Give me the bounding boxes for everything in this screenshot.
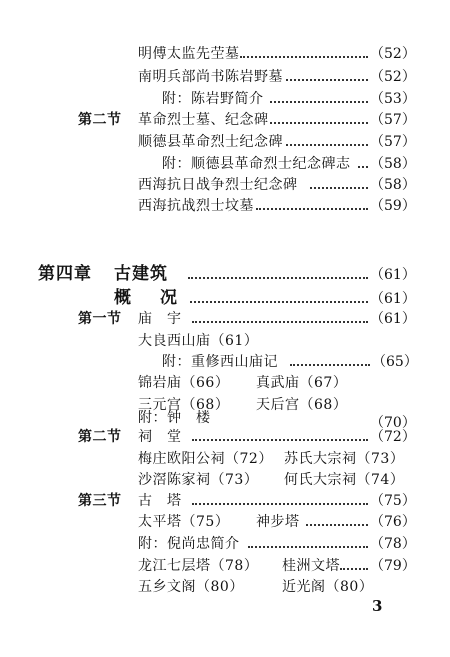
toc-entry-text: 龙江七层塔（78） (138, 558, 259, 574)
toc-leader (240, 56, 368, 58)
toc-entry-text: 梅庄欧阳公祠（72） (138, 451, 273, 467)
toc-entry-text: 近光阁（80） (282, 579, 374, 595)
toc-entry-text: 革命烈士墓、纪念碑 (138, 112, 269, 128)
toc-leader (290, 364, 370, 366)
toc-leader (306, 524, 368, 526)
toc-entry-text: 桂洲文塔 (282, 558, 340, 574)
toc-page-ref: （75） (370, 493, 416, 509)
section-title: 庙 宇 (138, 311, 182, 327)
chapter-label: 第四章 (38, 264, 92, 284)
toc-page-ref: （61） (370, 267, 416, 283)
toc-leader (270, 122, 368, 124)
toc-leader (340, 568, 368, 570)
section-label: 第一节 (78, 311, 122, 327)
toc-entry-text: 附：顺德县革命烈士纪念碑志 (162, 156, 351, 172)
toc-page-ref: （79） (370, 558, 416, 574)
section-label: 第二节 (78, 112, 122, 128)
toc-page-ref: （58） (370, 156, 416, 172)
section-label: 第二节 (78, 429, 122, 445)
toc-entry-text: 五乡文阁（80） (138, 579, 244, 595)
overview-title: 概 况 (114, 288, 183, 308)
toc-page-ref: （72） (370, 429, 416, 445)
toc-entry-text: 苏氏大宗祠（73） (284, 451, 405, 467)
toc-entry-text: 附：陈岩野简介 (162, 91, 264, 107)
toc-entry-text: 西海抗战烈士坟墓 (138, 198, 254, 214)
toc-entry-text: 大良西山庙（61） (138, 333, 259, 349)
toc-entry-text: 西海抗日战争烈士纪念碑 (138, 177, 298, 193)
toc-entry-text: 明傅太监先茔墓 (138, 46, 240, 62)
toc-entry-text: 太平塔（75） (138, 514, 230, 530)
toc-leader (192, 439, 368, 441)
toc-leader (286, 144, 368, 146)
toc-entry-text: 南明兵部尚书陈岩野墓 (138, 69, 283, 85)
toc-leader (190, 301, 368, 303)
toc-leader (248, 546, 368, 548)
toc-page-ref: （58） (370, 177, 416, 193)
toc-entry-text: 附：倪尚忠简介 (138, 536, 240, 552)
toc-leader (192, 321, 368, 323)
toc-entry-text: 顺德县革命烈士纪念碑 (138, 134, 283, 150)
toc-page-ref: （78） (370, 536, 416, 552)
toc-leader (256, 208, 368, 210)
toc-entry-text: 附：钟 楼 (138, 410, 211, 426)
section-title: 祠 堂 (138, 429, 182, 445)
toc-entry-text: 神步塔 (256, 514, 300, 530)
toc-entry-text: 附：重修西山庙记 (162, 354, 278, 370)
page-number: 3 (372, 597, 383, 615)
toc-leader (188, 277, 368, 279)
toc-page-ref: （61） (370, 311, 416, 327)
toc-entry-text: 天后宫（68） (256, 397, 348, 413)
chapter-title: 古建筑 (114, 264, 168, 284)
toc-page-ref: （57） (370, 134, 416, 150)
toc-entry-text: 真武庙（67） (256, 375, 348, 391)
toc-page-ref: （65） (372, 354, 418, 370)
toc-entry-text: 何氏大宗祠（74） (284, 472, 405, 488)
section-title: 古 塔 (138, 493, 182, 509)
toc-leader (310, 187, 368, 189)
toc-page-ref: （59） (370, 198, 416, 214)
toc-page-ref: （76） (370, 514, 416, 530)
toc-page-ref: （57） (370, 112, 416, 128)
toc-entry-text: 三元宫（68） (138, 397, 230, 413)
toc-page-ref: （53） (370, 91, 416, 107)
toc-page-ref: （52） (370, 46, 416, 62)
toc-leader (286, 79, 368, 81)
toc-page-ref: （61） (370, 291, 416, 307)
toc-leader (192, 503, 368, 505)
toc-page-ref: （52） (370, 69, 416, 85)
toc-entry-text: 锦岩庙（66） (138, 375, 230, 391)
toc-leader (358, 166, 368, 168)
toc-page-ref: （70） (370, 415, 416, 431)
section-label: 第三节 (78, 493, 122, 509)
toc-leader (270, 101, 368, 103)
toc-entry-text: 沙滘陈家祠（73） (138, 472, 259, 488)
